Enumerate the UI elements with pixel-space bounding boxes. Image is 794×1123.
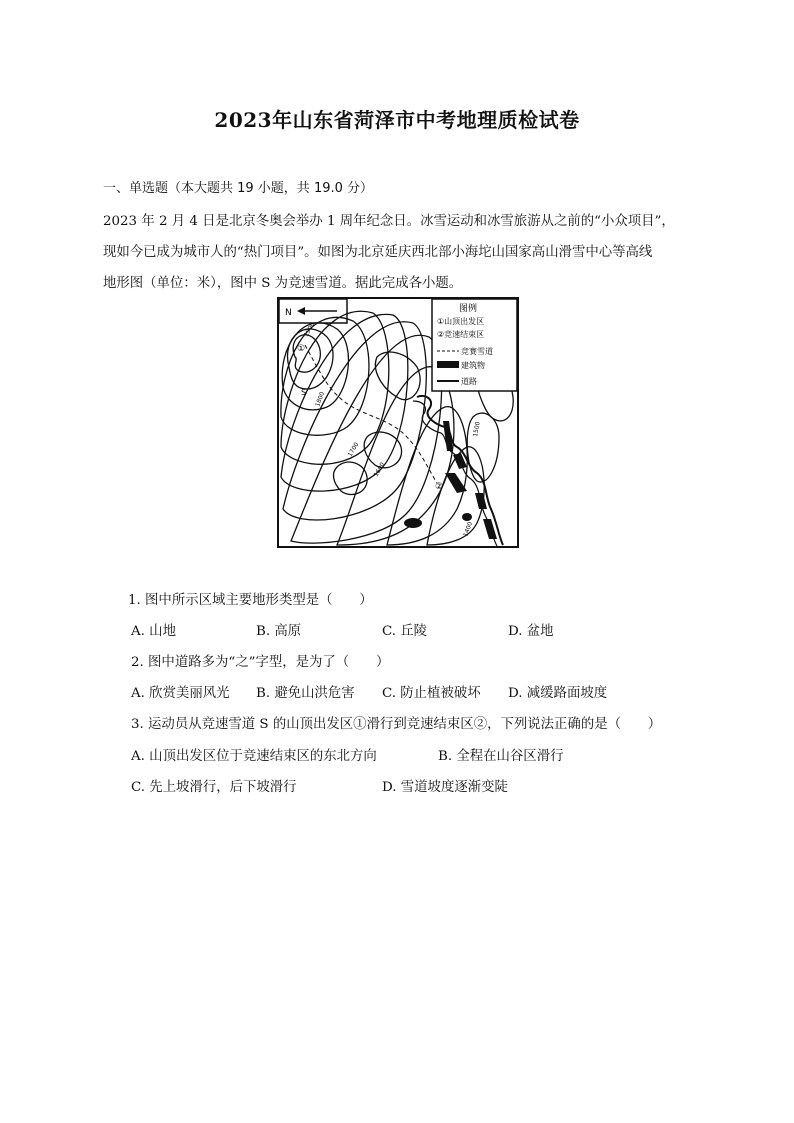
q3-option-a[interactable]: A. 山顶出发区位于竞速结束区的东北方向 xyxy=(131,749,377,764)
q3-option-d[interactable]: D. 雪道坡度逐渐变陡 xyxy=(382,780,508,795)
q1-option-a[interactable]: A. 山地 xyxy=(131,624,176,639)
q1-option-b[interactable]: B. 高原 xyxy=(256,624,302,639)
q2-option-d[interactable]: D. 减缓路面坡度 xyxy=(508,686,608,701)
question-3: 3. 运动员从竞速雪道 S 的山顶出发区①滑行到竞速结束区②，下列说法正确的是（ ） xyxy=(131,717,662,732)
intro-paragraph xyxy=(103,206,703,299)
finish-area-label: ② xyxy=(435,482,444,492)
contour-value: 1400 xyxy=(462,520,475,538)
legend-title: 图例 xyxy=(459,304,478,314)
q3-option-b[interactable]: B. 全程在山谷区滑行 xyxy=(438,749,564,764)
contour-map xyxy=(277,297,519,548)
legend-item: 建筑物 xyxy=(461,361,485,370)
q2-option-c[interactable]: C. 防止植被破坏 xyxy=(382,686,481,701)
legend-item: 道路 xyxy=(461,377,477,386)
exam-title: 2023年山东省菏泽市中考地理质检试卷 xyxy=(214,108,580,132)
q3-option-c[interactable]: C. 先上坡滑行，后下坡滑行 xyxy=(131,780,297,795)
track-s-label: S xyxy=(301,388,307,397)
intro-line: 2023 年 2 月 4 日是北京冬奥会举办 1 周年纪念日。冰雪运动和冰雪旅游从之前的“小众项目”， xyxy=(103,214,675,229)
q2-option-b[interactable]: B. 避免山洪危害 xyxy=(256,686,355,701)
legend-item: ①山顶出发区 xyxy=(437,317,485,326)
contour-value: 1600 xyxy=(372,461,387,478)
legend-building-symbol xyxy=(437,361,459,368)
legend-item: ②竞速结束区 xyxy=(437,330,485,339)
q1-option-d[interactable]: D. 盆地 xyxy=(508,624,554,639)
question-1: 1. 图中所示区域主要地形类型是（ ） xyxy=(128,593,373,608)
question-2: 2. 图中道路多为“之”字型，是为了（ ） xyxy=(131,655,390,670)
q2-option-a[interactable]: A. 欣赏美丽风光 xyxy=(131,686,230,701)
start-area-label: ① xyxy=(297,344,306,354)
intro-line: 现如今已成为城市人的“热门项目”。如图为北京延庆西北部小海坨山国家高山滑雪中心等高线 xyxy=(103,245,653,260)
contour-value: 1700 xyxy=(346,441,361,458)
legend-item: 竞赛雪道 xyxy=(461,347,493,356)
building xyxy=(462,513,472,521)
section-heading: 一、单选题（本大题共 19 小题，共 19.0 分） xyxy=(103,181,374,196)
north-label: N xyxy=(285,308,292,318)
intro-line: 地形图（单位：米），图中 S 为竞速雪道。据此完成各小题。 xyxy=(103,276,463,291)
contour-value: 1900 xyxy=(302,321,317,338)
contour-value: 1500 xyxy=(472,421,482,438)
q1-option-c[interactable]: C. 丘陵 xyxy=(382,624,428,639)
building xyxy=(404,518,422,528)
contour-map-figure xyxy=(277,297,519,548)
contour-value: 1800 xyxy=(314,390,327,408)
